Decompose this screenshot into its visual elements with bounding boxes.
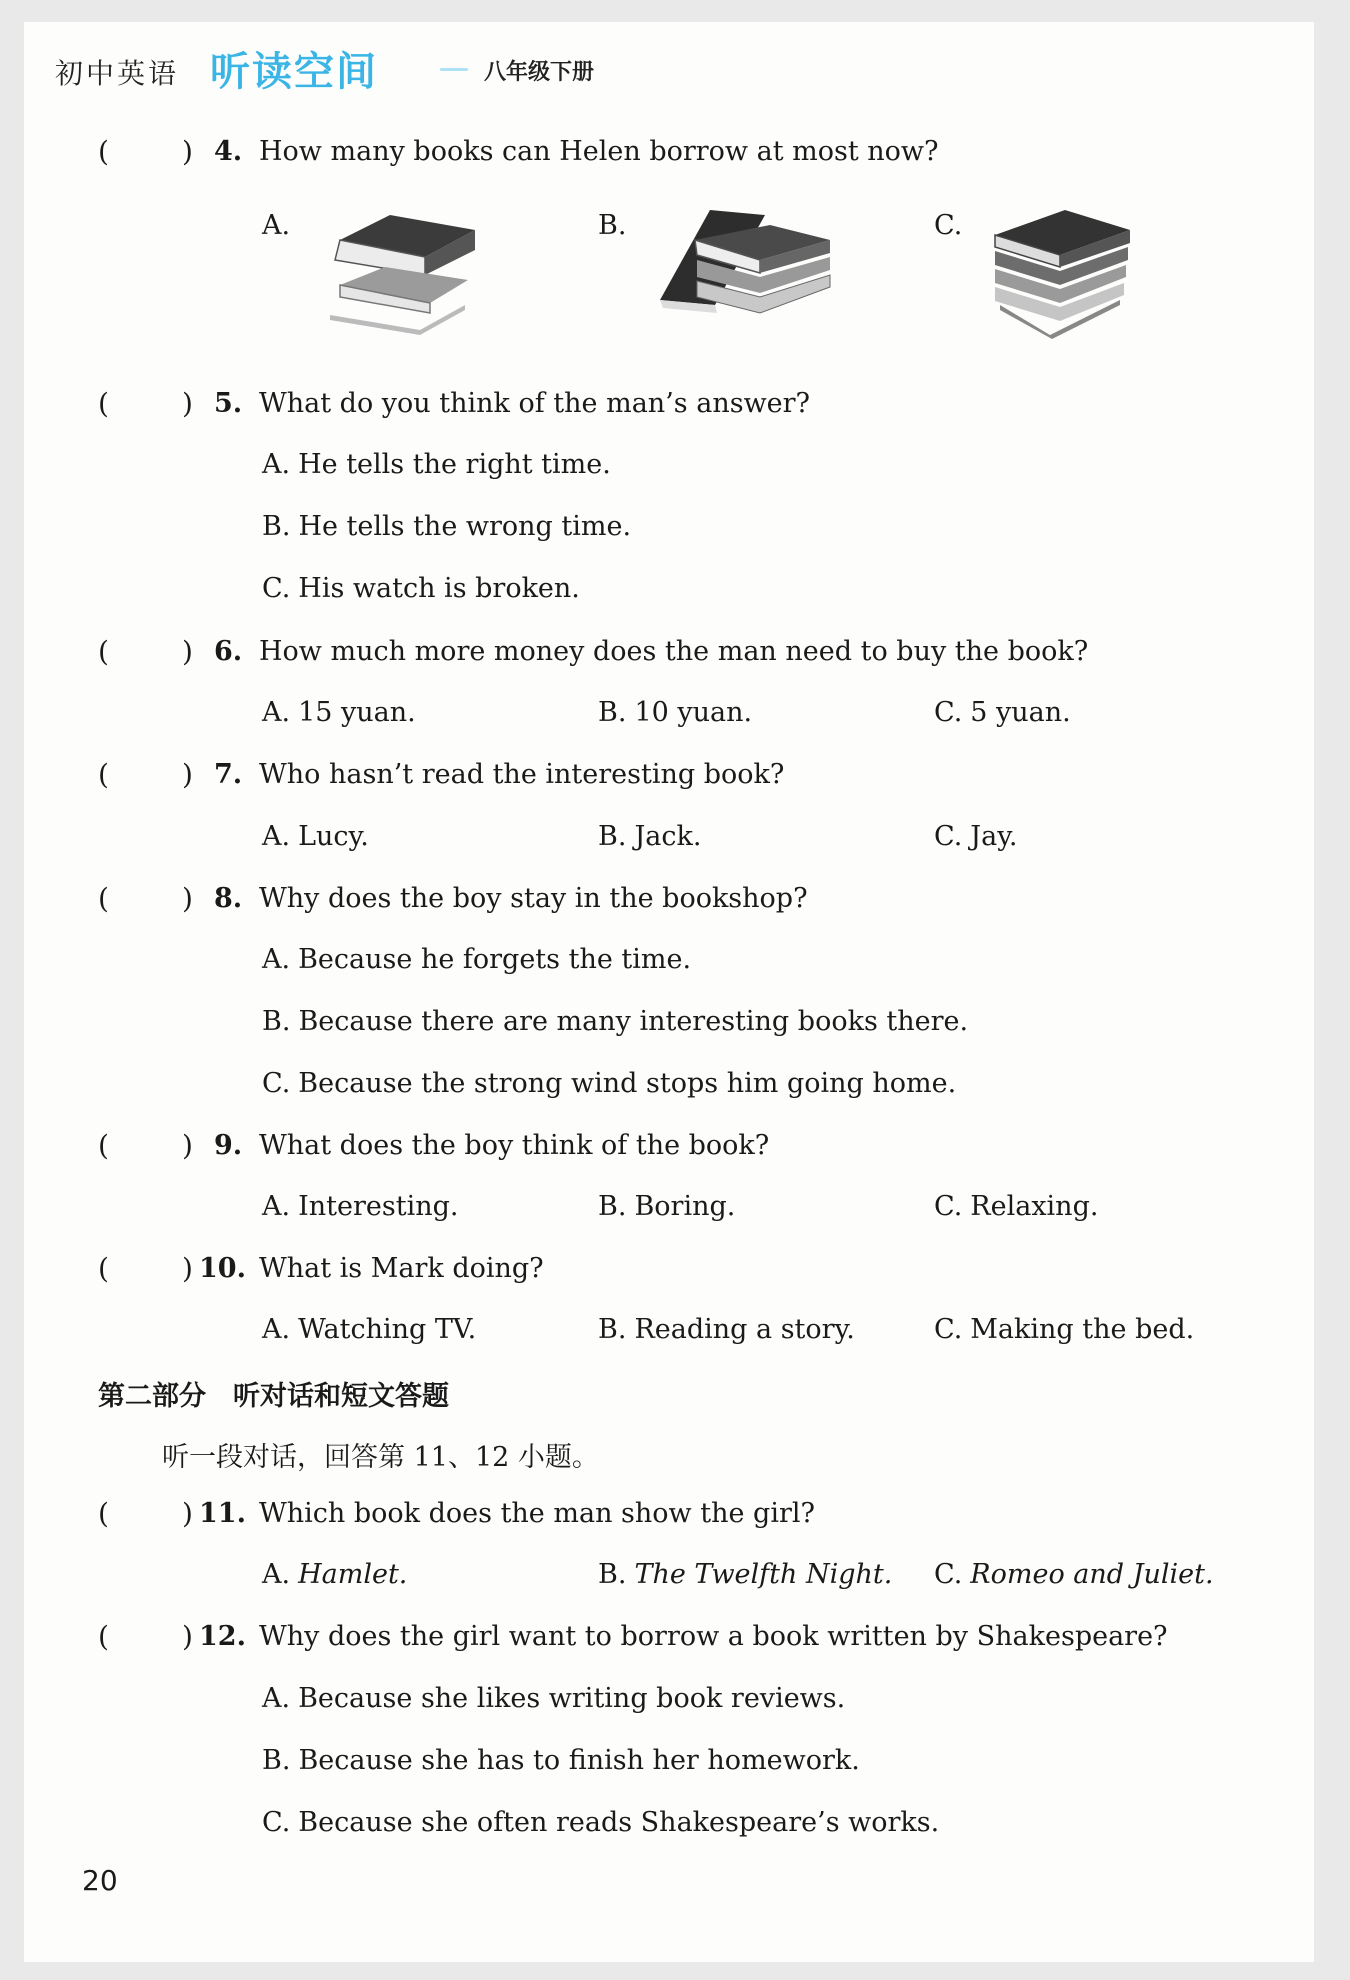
option-text: Because there are many interesting books there.	[298, 1006, 969, 1037]
option-letter: C.	[934, 697, 963, 728]
question-number: 11.	[199, 1498, 246, 1529]
option-letter: A.	[262, 1559, 291, 1590]
option-text: Lucy.	[298, 821, 369, 852]
question-text: Why does the boy stay in the bookshop?	[259, 883, 808, 914]
option-text: Hamlet.	[298, 1559, 408, 1590]
header-brand: 听读空间	[210, 49, 378, 95]
answer-paren-close: )	[182, 1497, 193, 1530]
question-text: Why does the girl want to borrow a book written by Shakespeare?	[259, 1621, 1168, 1652]
question-text: How much more money does the man need to buy the book?	[259, 636, 1089, 667]
page-number: 20	[82, 1864, 118, 1897]
answer-paren-open[interactable]: (	[98, 1497, 109, 1530]
option-letter: C.	[934, 821, 963, 852]
section-title: 第二部分 听对话和短文答题	[98, 1381, 449, 1412]
question-text: How many books can Helen borrow at most now?	[259, 136, 939, 167]
answer-paren-open[interactable]: (	[98, 1620, 109, 1653]
option-letter: A.	[262, 1191, 291, 1222]
question-number: 6.	[214, 636, 243, 667]
option-letter: A.	[262, 210, 291, 241]
option-c[interactable]	[934, 1191, 1098, 1222]
option-text: He tells the wrong time.	[298, 511, 632, 542]
option-c[interactable]	[934, 697, 1071, 728]
answer-paren-close: )	[182, 1252, 193, 1285]
question-number: 9.	[214, 1130, 243, 1161]
answer-paren-close: )	[182, 1129, 193, 1162]
option-text: His watch is broken.	[298, 573, 580, 604]
option-text: Because she has to finish her homework.	[298, 1745, 860, 1776]
question-number: 5.	[214, 388, 243, 419]
answer-paren-close: )	[182, 758, 193, 791]
option-a[interactable]	[262, 821, 369, 852]
option-letter: A.	[262, 449, 291, 480]
four-books-image	[990, 205, 1135, 340]
question-number: 7.	[214, 759, 243, 790]
option-text: Because she often reads Shakespeare’s works.	[298, 1807, 940, 1838]
option-text: Interesting.	[298, 1191, 459, 1222]
answer-paren-open[interactable]: (	[98, 1129, 109, 1162]
option-letter: C.	[934, 210, 963, 241]
option-b[interactable]	[598, 697, 752, 728]
option-letter: B.	[598, 1559, 627, 1590]
question-text: Which book does the man show the girl?	[259, 1498, 815, 1529]
option-letter: C.	[934, 1191, 963, 1222]
option-text: Jack.	[634, 821, 702, 852]
option-letter: B.	[262, 1006, 291, 1037]
option-a[interactable]	[262, 1191, 458, 1222]
option-b[interactable]	[262, 1745, 860, 1776]
option-text: Making the bed.	[970, 1314, 1195, 1345]
option-a[interactable]	[262, 1559, 407, 1590]
option-b[interactable]	[262, 1006, 968, 1037]
option-letter: A.	[262, 1683, 291, 1714]
two-books-image	[320, 205, 480, 335]
option-letter: B.	[262, 1745, 291, 1776]
answer-paren-close: )	[182, 387, 193, 420]
option-letter: C.	[934, 1314, 963, 1345]
answer-paren-open[interactable]: (	[98, 758, 109, 791]
option-letter: B.	[262, 511, 291, 542]
option-text: 15 yuan.	[298, 697, 416, 728]
option-letter: A.	[262, 1314, 291, 1345]
answer-paren-open[interactable]: (	[98, 1252, 109, 1285]
option-text: Jay.	[970, 821, 1018, 852]
question-number: 10.	[199, 1253, 246, 1284]
option-a[interactable]	[262, 1683, 845, 1714]
option-c[interactable]	[262, 1807, 939, 1838]
option-b[interactable]	[598, 1559, 892, 1590]
option-text: Because she likes writing book reviews.	[298, 1683, 846, 1714]
question-number: 12.	[199, 1621, 246, 1652]
option-letter: B.	[598, 210, 627, 241]
option-c[interactable]	[262, 1068, 956, 1099]
option-a[interactable]	[262, 697, 416, 728]
header-series-title: 初中英语	[55, 57, 180, 90]
answer-paren-close: )	[182, 1620, 193, 1653]
option-c[interactable]	[262, 573, 580, 604]
option-c[interactable]	[934, 1314, 1194, 1345]
option-a[interactable]	[262, 944, 691, 975]
option-text: Reading a story.	[634, 1314, 855, 1345]
option-b[interactable]	[262, 511, 631, 542]
option-letter: C.	[262, 573, 291, 604]
option-c[interactable]	[934, 1559, 1214, 1590]
option-letter: B.	[598, 821, 627, 852]
section-instruction: 听一段对话，回答第 11、12 小题。	[162, 1442, 599, 1473]
answer-paren-open[interactable]: (	[98, 387, 109, 420]
option-text: He tells the right time.	[298, 449, 611, 480]
option-letter: C.	[934, 1559, 963, 1590]
option-text: 5 yuan.	[970, 697, 1071, 728]
option-c[interactable]	[934, 821, 1017, 852]
option-text: Watching TV.	[298, 1314, 477, 1345]
option-text: The Twelfth Night.	[634, 1559, 893, 1590]
answer-paren-close: )	[182, 135, 193, 168]
option-text: Because he forgets the time.	[298, 944, 692, 975]
option-letter: A.	[262, 821, 291, 852]
option-text: Boring.	[634, 1191, 736, 1222]
option-letter: B.	[598, 1191, 627, 1222]
option-b[interactable]	[598, 1191, 735, 1222]
header-grade: 八年级下册	[484, 60, 595, 85]
option-b[interactable]	[598, 821, 701, 852]
question-text: What do you think of the man’s answer?	[259, 388, 811, 419]
answer-paren-close: )	[182, 882, 193, 915]
option-a[interactable]	[262, 1314, 476, 1345]
option-letter: C.	[262, 1068, 291, 1099]
option-text: Relaxing.	[970, 1191, 1099, 1222]
question-number: 4.	[214, 136, 243, 167]
question-text: What does the boy think of the book?	[259, 1130, 770, 1161]
question-text: Who hasn’t read the interesting book?	[259, 759, 785, 790]
header-dash	[440, 68, 468, 71]
option-letter: C.	[262, 1807, 291, 1838]
three-books-image	[655, 205, 835, 335]
option-text: 10 yuan.	[634, 697, 753, 728]
option-letter: B.	[598, 1314, 627, 1345]
question-number: 8.	[214, 883, 243, 914]
option-a[interactable]	[262, 449, 611, 480]
answer-paren-open[interactable]: (	[98, 135, 109, 168]
option-letter: B.	[598, 697, 627, 728]
answer-paren-open[interactable]: (	[98, 882, 109, 915]
option-letter: A.	[262, 697, 291, 728]
option-text: Romeo and Juliet.	[970, 1559, 1214, 1590]
option-text: Because the strong wind stops him going home.	[298, 1068, 957, 1099]
option-b[interactable]	[598, 1314, 855, 1345]
question-text: What is Mark doing?	[259, 1253, 544, 1284]
answer-paren-close: )	[182, 635, 193, 668]
option-letter: A.	[262, 944, 291, 975]
answer-paren-open[interactable]: (	[98, 635, 109, 668]
